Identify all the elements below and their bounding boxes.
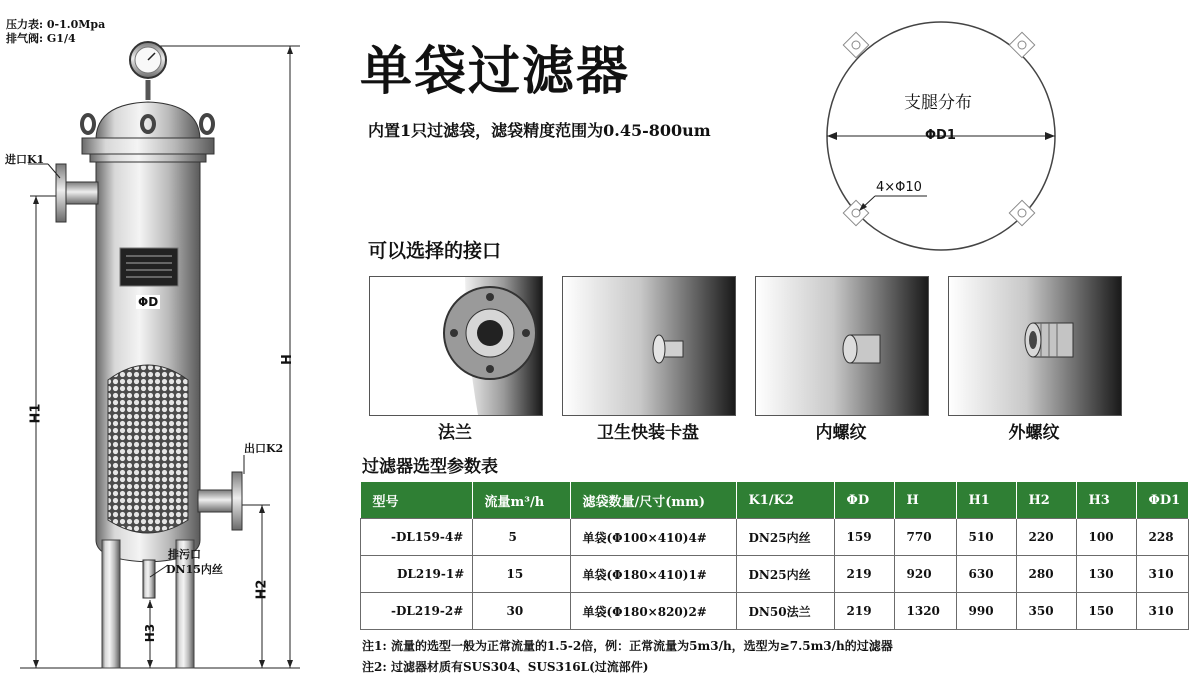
port-sanitary-clamp-image [562, 276, 736, 416]
page-title: 单袋过滤器 [360, 42, 631, 102]
vent-annotation: 排气阀: G1/4 [6, 32, 76, 45]
cell-d1: 228 [1136, 519, 1189, 556]
port-flange-image [369, 276, 543, 416]
port-sanitary-clamp-label: 卫生快装卡盘 [597, 423, 699, 443]
spec-table [360, 482, 1189, 630]
cell-h: 920 [894, 556, 956, 593]
cell-model: DL219-1# [361, 556, 473, 593]
cell-h3: 100 [1076, 519, 1136, 556]
cell-flow: 30 [472, 593, 570, 630]
cell-flow: 5 [472, 519, 570, 556]
cell-h: 770 [894, 519, 956, 556]
col-flow: 流量m³/h [472, 482, 570, 519]
col-d1: ΦD1 [1136, 482, 1189, 519]
port-internal-thread-label: 内螺纹 [815, 423, 867, 443]
cell-flow: 15 [472, 556, 570, 593]
gauge-annotation: 压力表: 0-1.0Mpa [6, 18, 106, 31]
cell-k1k2: DN25内丝 [736, 519, 834, 556]
table-row [361, 593, 1189, 630]
cell-model: -DL219-2# [361, 593, 473, 630]
external-thread-icon [949, 277, 1121, 415]
cell-diameter: 219 [834, 593, 894, 630]
col-model: 型号 [361, 482, 473, 519]
cell-h1: 630 [956, 556, 1016, 593]
legs-title: 支腿分布 [904, 93, 972, 113]
ports-title: 可以选择的接口 [368, 240, 502, 262]
page-subtitle: 内置1只过滤袋，滤袋精度范围为0.45-800um [368, 121, 711, 140]
note-1: 注1: 流量的选型一般为正常流量的1.5-2倍，例：正常流量为5m3/h，选型为≥7.5m3/h的过滤器 [362, 639, 893, 653]
flange-icon [370, 277, 542, 415]
table-header-row [361, 482, 1189, 519]
port-internal-thread-image [755, 276, 929, 416]
cell-bag-size: 单袋(Φ180×410)1# [570, 556, 736, 593]
cell-k1k2: DN50法兰 [736, 593, 834, 630]
port-external-thread-label: 外螺纹 [1008, 423, 1060, 443]
h1-label: H1 [28, 403, 44, 424]
drain-annotation-line1: 排污口 [168, 548, 201, 561]
table-row [361, 519, 1189, 556]
cell-h3: 130 [1076, 556, 1136, 593]
col-h2: H2 [1016, 482, 1076, 519]
cell-diameter: 219 [834, 556, 894, 593]
col-h1: H1 [956, 482, 1016, 519]
cell-h2: 220 [1016, 519, 1076, 556]
cell-diameter: 159 [834, 519, 894, 556]
port-flange-label: 法兰 [438, 423, 472, 443]
note-2: 注2: 过滤器材质有SUS304、SUS316L(过流部件) [362, 660, 649, 674]
col-h: H [894, 482, 956, 519]
height-label: H [279, 354, 295, 365]
table-title: 过滤器选型参数表 [362, 457, 498, 477]
drain-annotation-line2: DN15内丝 [166, 563, 223, 576]
sanitary-clamp-icon [563, 277, 735, 415]
h3-label: H3 [143, 623, 158, 643]
diameter-label: ΦD [138, 295, 159, 309]
filter-vessel-drawing [0, 0, 330, 695]
col-k1k2: K1/K2 [736, 482, 834, 519]
cell-d1: 310 [1136, 593, 1189, 630]
col-diameter: ΦD [834, 482, 894, 519]
table-row [361, 556, 1189, 593]
h2-label: H2 [254, 579, 270, 600]
internal-thread-icon [756, 277, 928, 415]
inlet-annotation: 进口K1 [5, 153, 45, 166]
col-h3: H3 [1076, 482, 1136, 519]
col-bag-size: 滤袋数量/尺寸(mm) [570, 482, 736, 519]
legs-hole-label: 4×Φ10 [876, 180, 922, 195]
cell-d1: 310 [1136, 556, 1189, 593]
cell-bag-size: 单袋(Φ180×820)2# [570, 593, 736, 630]
cell-h1: 510 [956, 519, 1016, 556]
cell-h2: 350 [1016, 593, 1076, 630]
legs-diameter-label: ΦD1 [925, 128, 956, 143]
cell-k1k2: DN25内丝 [736, 556, 834, 593]
cell-h3: 150 [1076, 593, 1136, 630]
cell-h2: 280 [1016, 556, 1076, 593]
cell-model: -DL159-4# [361, 519, 473, 556]
outlet-annotation: 出口K2 [244, 442, 284, 455]
cell-h1: 990 [956, 593, 1016, 630]
cell-bag-size: 单袋(Φ100×410)4# [570, 519, 736, 556]
cell-h: 1320 [894, 593, 956, 630]
port-external-thread-image [948, 276, 1122, 416]
